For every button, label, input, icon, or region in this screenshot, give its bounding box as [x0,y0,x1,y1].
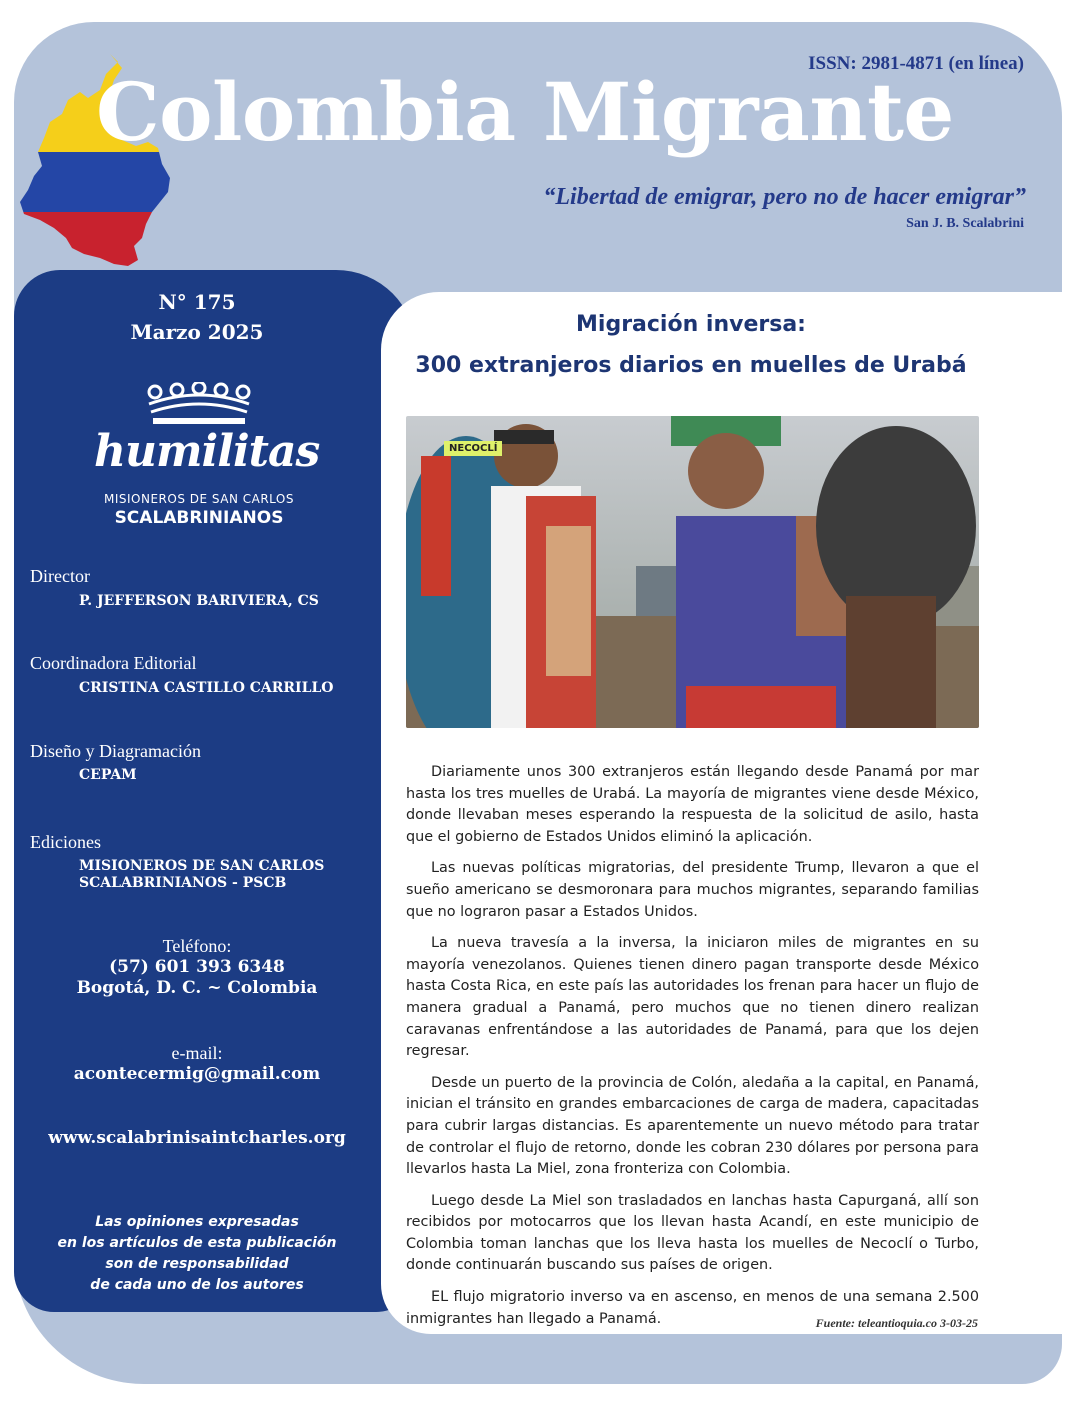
article-panel [381,292,1062,1334]
editions-value-2: SCALABRINIANOS - PSCB [79,875,287,891]
email-label: e-mail: [171,1043,223,1063]
article-paragraph: EL flujo migratorio inverso va en ascenso, en menos de una semana 2.500 inmigrantes han llegado a Panamá. [406,1289,979,1327]
disclaimer-line: son de responsabilidad [105,1256,289,1272]
director-label: Director [30,566,90,586]
phone-number: (57) 601 393 6348 [109,957,285,977]
disclaimer-line: de cada uno de los autores [90,1277,304,1293]
article-paragraph: Diariamente unos 300 extranjeros están llegando desde Panamá por mar hasta los tres muelles de Urabá. La mayoría de migrantes viene desde México, donde llevaban meses esperando la respuesta de la solicitud de asilo, hasta que el gobierno de Estados Unidos eliminó la aplicación. [406,764,979,845]
article-paragraph: Desde un puerto de la provincia de Colón, aledaña a la capital, en Panamá, inician el tránsito en grandes embarcaciones de carga de madera, capacitadas para cubrir largas distancias. Es aparentemente un nuevo método para tratar de controlar el flujo de retorno, donde les cobran 230 dólares por persona para llevarlos hasta La Miel, zona fronteriza con Colombia. [406,1074,979,1178]
editor-label: Coordinadora Editorial [30,653,197,673]
article-paragraph: Las nuevas políticas migratorias, del presidente Trump, llevaron a que el sueño americano se desmoronara para muchos migrantes, separando familias que no lograron pasar a Estados Unidos. [406,860,979,920]
logo-script: humilitas [94,426,320,477]
logo-line1: MISIONEROS DE SAN CARLOS [104,492,294,506]
editions-value: MISIONEROS DE SAN CARLOS [79,858,325,874]
article-paragraph: Luego desde La Miel son trasladados en lanchas hasta Capurganá, allí son recibidos por motocarros que los llevan hasta Acandí, en este municipio de Colombia toman lanchas que los lleva hasta los muelles de Necoclí o Turbo, donde continuarán buscando sus países de origen. [406,1192,979,1274]
photo-location-tag: NECOCLÍ [444,441,502,456]
design-label: Diseño y Diagramación [30,741,201,761]
director-value: P. JEFFERSON BARIVIERA, CS [79,593,319,609]
article-source: Fuente: teleantioquia.co 3-03-25 [815,1316,978,1330]
article-body [406,762,979,1340]
sidebar [14,270,416,1312]
editions-label: Ediciones [30,832,101,852]
disclaimer-line: Las opiniones expresadas [95,1214,299,1230]
phone-label: Teléfono: [162,936,232,956]
migrants-photo-illustration [406,416,979,728]
logo-line2: SCALABRINIANOS [114,508,284,528]
motto: “Libertad de emigrar, pero no de hacer emigrar” [543,184,1026,210]
motto-author: San J. B. Scalabrini [906,216,1024,231]
city: Bogotá, D. C. ~ Colombia [76,978,318,998]
website-link[interactable]: www.scalabrinisaintcharles.org [48,1128,346,1148]
website-block [14,1128,380,1149]
email-block [14,1042,380,1085]
issn: ISSN: 2981-4871 (en línea) [808,53,1024,74]
crown-icon [139,382,259,430]
email-link[interactable]: acontecermig@gmail.com [73,1064,321,1084]
article-headline-line2: 300 extranjeros diarios en muelles de Urabá [415,353,967,378]
issue-date: Marzo 2025 [130,320,264,344]
disclaimer [14,1212,380,1296]
editor-value: CRISTINA CASTILLO CARRILLO [79,680,334,696]
masthead-title: Colombia Migrante [96,65,954,159]
article-photo [406,416,979,728]
phone-block [14,935,380,999]
issue-number: N° 175 [158,290,236,314]
article-headline-line1: Migración inversa: [576,312,806,337]
article-paragraph: La nueva travesía a la inversa, la iniciaron miles de migrantes en su mayoría venezolanos. Quienes tienen dinero pagan transporte desde México hasta Costa Rica, en este país las autoridades los frenan para hacer un flujo de manera gradual a Panamá, pero muchos que no tienen dinero realizan caravanas enfrentándose a las autoridades de Panamá, para que los dejen regresar. [406,935,979,1060]
design-value: CEPAM [79,767,137,783]
humilitas-logo [94,382,320,532]
disclaimer-line: en los artículos de esta publicación [57,1235,337,1251]
